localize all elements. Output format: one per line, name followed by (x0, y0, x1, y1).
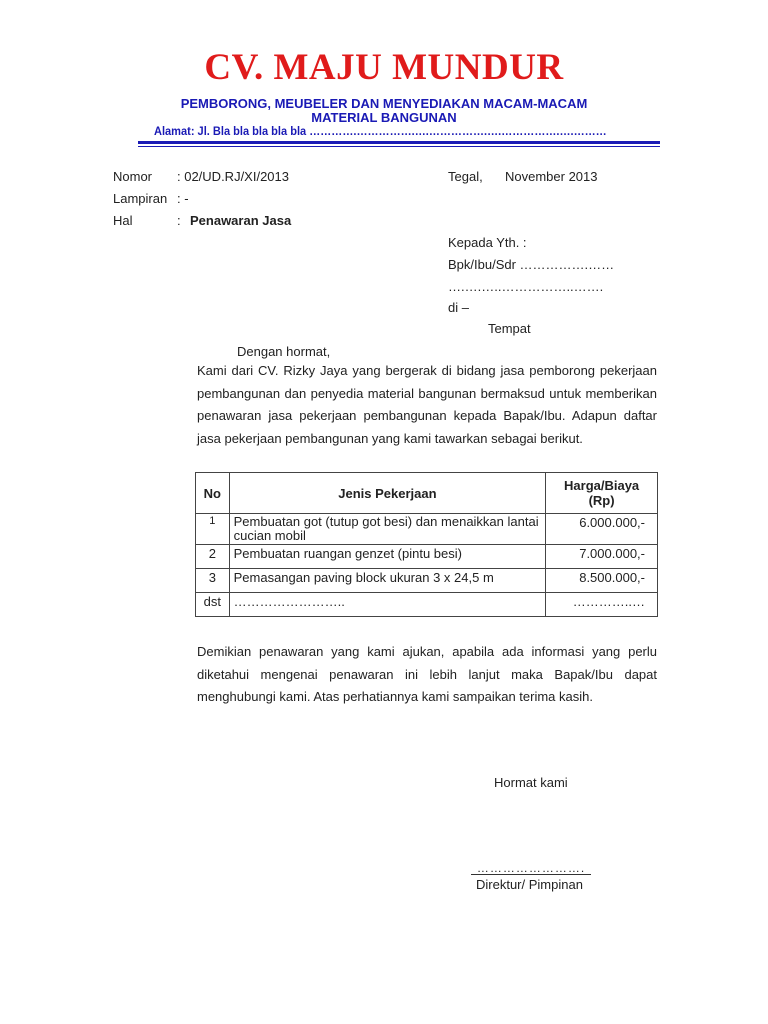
row-job: …………………….. (229, 593, 546, 617)
recipient-salutation: Kepada Yth. : (448, 235, 527, 250)
recipient-di: di – (448, 300, 469, 315)
letterhead-divider-thick (138, 141, 660, 144)
company-address: Alamat: Jl. Bla bla bla bla bla ………….…………….….…………….….…………….….……… (154, 124, 607, 138)
nomor-value: : 02/UD.RJ/XI/2013 (177, 169, 289, 184)
row-job: Pembuatan got (tutup got besi) dan menaikkan lantai cucian mobil (229, 514, 546, 545)
header-job: Jenis Pekerjaan (229, 473, 546, 514)
row-no: 3 (196, 569, 230, 593)
lampiran-value: : - (177, 191, 189, 206)
table-row (196, 569, 658, 593)
closing-paragraph: Demikian penawaran yang kami ajukan, apabila ada informasi yang perlu diketahui mengenai penawaran ini lebih lanjut maka Bapak/Ibu dapat menghubungi kami. Atas perhatiannya kami sampaikan terima kasih. (197, 644, 657, 704)
signature-closing: Hormat kami (494, 775, 568, 790)
company-tagline-line-1: PEMBORONG, MEUBELER DAN MENYEDIAKAN MACAM-MACAM (180, 96, 588, 111)
signature-name-line: ……………………. (471, 862, 591, 875)
table-header-row (196, 473, 658, 514)
row-job: Pemasangan paving block ukuran 3 x 24,5 m (229, 569, 546, 593)
signature-title: Direktur/ Pimpinan (476, 877, 583, 892)
row-price: …………..… (546, 593, 658, 617)
row-no: dst (196, 593, 230, 617)
table-row (196, 545, 658, 569)
table-row (196, 514, 658, 545)
letterhead-divider-thin (138, 146, 660, 147)
nomor-label: Nomor (113, 169, 153, 184)
lampiran-label: Lampiran (113, 191, 168, 206)
letter-place: Tegal, (448, 169, 483, 184)
greeting: Dengan hormat, (237, 344, 331, 359)
row-no: 1 (196, 514, 230, 545)
hal-label: Hal (113, 213, 133, 228)
row-no: 2 (196, 545, 230, 569)
intro-paragraph: Kami dari CV. Rizky Jaya yang bergerak di bidang jasa pemborong pekerjaan pembangunan dan penyedia material bangunan bermaksud untuk memberikan penawaran jasa pekerjaan pembangunan kepada Bapak/Ibu. Adapun daftar jasa pekerjaan pembangunan yang kami tawarkan sebagai berikut. (197, 363, 657, 446)
recipient-address: ….….…..……………..……. (448, 279, 604, 294)
recipient-name: Bpk/Ibu/Sdr …………….…… (448, 257, 615, 272)
table-row (196, 593, 658, 617)
row-job: Pembuatan ruangan genzet (pintu besi) (229, 545, 546, 569)
row-price: 8.500.000,- (546, 569, 658, 593)
row-price: 7.000.000,- (546, 545, 658, 569)
hal-value: Penawaran Jasa (190, 213, 292, 228)
row-price: 6.000.000,- (546, 514, 658, 545)
company-name: CV. MAJU MUNDUR (204, 47, 564, 88)
header-price: Harga/Biaya (Rp) (546, 473, 658, 514)
letter-date: November 2013 (505, 169, 598, 184)
header-no: No (196, 473, 230, 514)
company-tagline-line-2: MATERIAL BANGUNAN (311, 110, 457, 125)
recipient-tempat: Tempat (488, 321, 531, 336)
offer-table (195, 472, 658, 617)
hal-colon: : (177, 213, 181, 228)
